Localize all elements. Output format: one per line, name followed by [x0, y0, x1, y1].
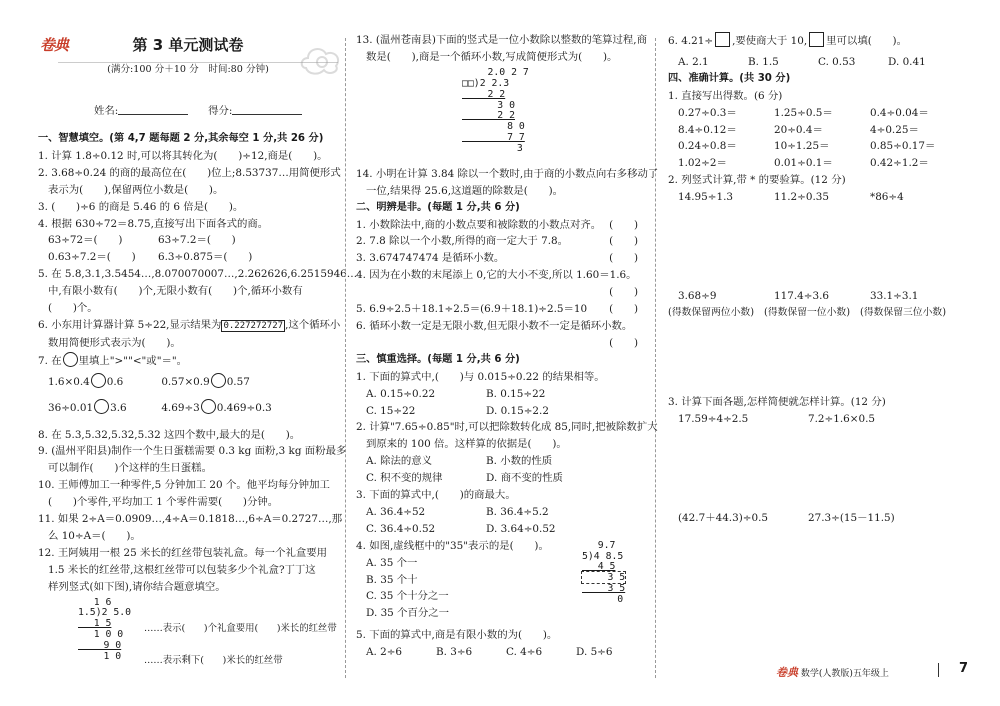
choice-option[interactable]: C. 35 个十分之一	[366, 590, 449, 603]
score-field[interactable]	[232, 103, 302, 115]
calc-row	[668, 288, 968, 305]
judge-item	[356, 267, 642, 284]
page-title: 第 3 单元测试卷	[132, 36, 244, 54]
division-line: 2.0 2 7	[462, 66, 529, 78]
question-text: 中,有限小数有( )个,无限小数有( )个,循环小数有	[48, 285, 303, 298]
calc-item: 0.24÷0.8＝	[678, 140, 737, 153]
footer-logo: 卷典	[776, 666, 798, 679]
score-label: 得分:	[208, 105, 233, 117]
calc-item: 20÷0.4＝	[774, 123, 823, 136]
question-text-part: 6. 4.21÷	[668, 35, 714, 47]
question-text: 1. 下面的算式中,( )与 0.015÷0.22 的结果相等。	[356, 370, 605, 383]
question-text-part: ,要使商大于 10,	[732, 35, 808, 47]
choice-option[interactable]: C. 0.53	[818, 55, 856, 68]
division-note: ……表示剩下( )米长的红丝带	[144, 654, 283, 666]
footer-text: 数学(人教版)五年级上	[800, 669, 889, 679]
choice-option[interactable]: B. 35 个十	[366, 573, 418, 586]
choice-row	[356, 644, 642, 661]
compare-right: 3.6	[110, 401, 127, 414]
calc-item: 0.27÷0.3＝	[678, 106, 737, 119]
choice-option[interactable]: D. 0.41	[888, 55, 926, 68]
choice-option[interactable]: B. 小数的性质	[486, 455, 553, 468]
calc-item: 17.59÷4÷2.5	[678, 412, 749, 425]
calc-note: (得数保留三位小数)	[860, 306, 947, 318]
answer-paren[interactable]: ( )	[609, 235, 638, 248]
question-text: 2. 3.68÷0.24 的商的最高位在( )位上;8.53737…用简便形式	[38, 166, 341, 179]
compare-row	[38, 373, 338, 391]
judge-item	[356, 250, 642, 267]
question-text: 数用简便形式表示为( )。	[48, 336, 181, 349]
calc-item: (42.7＋44.3)÷0.5	[678, 511, 768, 524]
calc-item: 8.4÷0.12＝	[678, 123, 737, 136]
footer-divider	[938, 663, 939, 677]
compare-item	[48, 399, 158, 417]
choice-option[interactable]: C. 积不变的规律	[366, 472, 443, 485]
choice-option[interactable]: B. 1.5	[748, 55, 779, 68]
question-text-part: 7. 在	[38, 354, 62, 367]
column-divider	[345, 38, 346, 678]
question-text: 10. 王师傅加工一种零件,5 分钟加工 20 个。他平均每分钟加工	[38, 479, 330, 492]
judge-text: 5. 6.9÷2.5＋18.1÷2.5＝(6.9＋18.1)÷2.5＝10	[356, 303, 588, 316]
exam-subtitle: (满分:100 分＋10 分 时间:80 分钟)	[107, 64, 269, 75]
sub-item: 0.63÷7.2＝( )	[48, 251, 136, 264]
question-text: 数是( ),商是一个循环小数,写成简便形式为( )。	[366, 50, 618, 63]
judge-text: 2. 7.8 除以一个小数,所得的商一定大于 7.8。	[356, 235, 569, 248]
answer-circle-icon[interactable]	[91, 373, 106, 388]
question-text: 12. 王阿姨用一根 25 米长的红丝带包装礼盒。每一个礼盒要用	[38, 546, 328, 559]
section-heading: 三、慎重选择。(每题 1 分,共 6 分)	[356, 353, 520, 365]
question-text: 表示为( ),保留两位小数是( )。	[48, 183, 224, 196]
division-line: 9.7	[582, 539, 616, 551]
compare-row	[38, 399, 338, 417]
calc-row	[668, 189, 968, 206]
judge-text: 3. 3.674747474 是循环小数。	[356, 252, 505, 265]
dashed-box: 3 5	[582, 572, 626, 584]
division-line: 3 0	[462, 99, 515, 111]
question-text: 3. 计算下面各题,怎样简便就怎样计算。(12 分)	[668, 395, 886, 408]
calc-item: *86÷4	[870, 191, 904, 204]
answer-circle-icon[interactable]	[211, 373, 226, 388]
question-text: 9. (温州平阳县)制作一个生日蛋糕需要 0.3 kg 面粉,3 kg 面粉最多	[38, 445, 347, 458]
compare-item	[161, 376, 250, 388]
calculator-display: 0.227272727	[223, 320, 284, 331]
division-line: □□)2 2.3	[462, 77, 510, 89]
choice-option[interactable]: A. 36.4÷52	[366, 505, 426, 518]
choice-option[interactable]: D. 5÷6	[576, 645, 613, 658]
choice-row	[356, 521, 642, 538]
division-line: 5)4 8.5	[582, 550, 624, 562]
compare-left: 36÷0.01	[48, 401, 94, 414]
cloud-decoration-icon	[298, 40, 344, 80]
question-text: 1. 计算 1.8÷0.12 时,可以将其转化为( )÷12,商是( )。	[38, 149, 328, 162]
answer-paren[interactable]: ( )	[609, 303, 638, 316]
long-division-figure	[582, 541, 625, 606]
question-text: 样列竖式(如下图),请你结合题意填空。	[48, 580, 226, 593]
choice-option[interactable]: A. 2÷6	[366, 645, 403, 658]
division-line: 2 2	[462, 110, 515, 122]
division-line: 2 2	[462, 88, 506, 100]
compare-left: 0.57×0.9	[161, 375, 210, 388]
choice-option[interactable]: A. 35 个一	[366, 556, 418, 569]
question-text: 3. ( )÷6 的商是 5.46 的 6 倍是( )。	[38, 200, 244, 213]
question-text-part: 里可以填( )。	[826, 35, 907, 47]
question-text: 11. 如果 2÷A＝0.0909…,4÷A＝0.1818…,6÷A＝0.2727…,那	[38, 513, 343, 526]
blank-box[interactable]	[809, 32, 824, 47]
calc-row	[668, 122, 968, 139]
choice-row	[356, 470, 642, 487]
column-divider	[655, 38, 656, 678]
long-division-13	[462, 68, 642, 160]
calc-item: 4÷0.25＝	[870, 123, 919, 136]
question-text: 1. 直接写出得数。(6 分)	[668, 89, 783, 102]
division-line: 7 7	[462, 132, 525, 144]
calc-row	[668, 138, 968, 155]
choice-option[interactable]: C. 15÷22	[366, 404, 416, 417]
division-line: 1 5	[78, 618, 112, 630]
calc-row	[668, 411, 968, 428]
blank-box[interactable]	[715, 32, 730, 47]
calc-note: (得数保留一位小数)	[764, 306, 851, 318]
question-text: 4. 如图,虚线框中的"35"表示的是( )。	[356, 539, 549, 552]
section-heading: 四、准确计算。(共 30 分)	[668, 72, 791, 84]
calc-item: 11.2÷0.35	[774, 191, 829, 204]
judge-item	[356, 284, 642, 301]
compare-right: 0.6	[106, 375, 124, 388]
choice-option[interactable]: B. 36.4÷5.2	[486, 505, 549, 518]
division-line: 1.5)2 5.0	[78, 607, 132, 619]
choice-option[interactable]: A. 0.15÷0.22	[366, 387, 436, 400]
question-text: ( )个。	[48, 302, 98, 315]
calc-row	[668, 105, 968, 122]
choice-row	[668, 54, 968, 71]
choice-option[interactable]: D. 3.64÷0.52	[486, 522, 556, 535]
page-number: 7	[958, 661, 968, 676]
column-right	[668, 32, 968, 527]
calc-item: 0.42÷1.2＝	[870, 157, 929, 170]
answer-paren[interactable]: ( )	[609, 336, 638, 349]
answer-paren[interactable]: ( )	[609, 286, 638, 299]
answer-paren[interactable]: ( )	[609, 252, 638, 265]
division-line: 3 5	[582, 583, 626, 595]
sub-item: 63÷7.2＝( )	[158, 234, 236, 247]
calc-notes	[668, 305, 968, 322]
question-text: 5. 在 5.8,3.1,3.5454…,8.070070007…,2.262626,6.2515946…	[38, 268, 358, 281]
calc-item: 0.01÷0.1＝	[774, 157, 833, 170]
compare-item	[48, 373, 158, 391]
judge-text: 6. 循环小数一定是无限小数,但无限小数不一定是循环小数。	[356, 319, 633, 332]
question-text: 到原来的 100 倍。这样算的依据是( )。	[366, 438, 567, 451]
question-text: 3. 下面的算式中,( )的商最大。	[356, 489, 516, 502]
division-steps	[78, 598, 131, 663]
division-note: ……表示( )个礼盒要用( )米长的红丝带	[144, 622, 337, 634]
answer-circle-icon[interactable]	[201, 399, 216, 414]
name-label: 姓名:	[94, 105, 119, 117]
question-text: 1.5 米长的红丝带,这根红丝带可以包装多少个礼盒?丁丁这	[48, 563, 316, 576]
title-block	[38, 32, 338, 94]
sub-items	[38, 249, 338, 266]
work-space[interactable]	[668, 322, 968, 394]
section-heading: 一、智慧填空。(第 4,7 题每题 2 分,其余每空 1 分,共 26 分)	[38, 133, 324, 144]
question-text-part: ,这个循环小	[285, 318, 341, 331]
choice-option[interactable]: A. 除法的意义	[366, 455, 433, 468]
question-text	[668, 32, 968, 50]
judge-item	[356, 233, 642, 250]
answer-paren[interactable]: ( )	[609, 218, 638, 231]
judge-item	[356, 335, 642, 352]
question-text: 4. 根据 630÷72＝8.75,直接写出下面各式的商。	[38, 217, 269, 230]
sub-items	[38, 232, 338, 249]
question-text: 13. (温州苍南县)下面的竖式是一位小数除以整数的笔算过程,商	[356, 34, 648, 46]
sub-item: 63÷72＝( )	[48, 234, 123, 247]
brand-logo: 卷典	[40, 36, 69, 54]
calc-note: (得数保留两位小数)	[668, 306, 755, 318]
choice-row	[356, 453, 642, 470]
question-text: 2. 计算"7.65÷0.85"时,可以把除数转化成 85,同时,把被除数扩大	[356, 421, 658, 434]
sub-item: 6.3÷0.875＝( )	[158, 251, 253, 264]
choice-option[interactable]: C. 4÷6	[506, 645, 543, 658]
choice-row	[356, 504, 642, 521]
choice-option[interactable]: A. 2.1	[678, 55, 709, 68]
calc-item: 14.95÷1.3	[678, 191, 733, 204]
division-line: 1 6	[78, 596, 112, 608]
name-field[interactable]	[118, 103, 188, 115]
work-space[interactable]	[668, 206, 968, 288]
calc-item: 117.4÷3.6	[774, 290, 829, 303]
choice-option[interactable]: D. 商不变的性质	[486, 472, 563, 485]
calc-item: 27.3÷(15－11.5)	[808, 511, 895, 524]
division-line: 9 0	[78, 640, 122, 652]
question-text: 么 10÷A＝( )。	[48, 529, 141, 542]
calc-item: 3.68÷9	[678, 290, 717, 303]
choice-option[interactable]: D. 0.15÷2.2	[486, 404, 549, 417]
question-text: 一位,结果得 25.6,这道题的除数是( )。	[366, 184, 564, 197]
question-text	[38, 352, 338, 370]
question-text: 14. 小明在计算 3.84 除以一个数时,由于商的小数点向右多移动了	[356, 167, 659, 180]
division-line: 1 0 0	[78, 629, 124, 641]
judge-item	[356, 318, 642, 335]
question-text-part: 里填上">""<"或"＝"。	[78, 354, 188, 367]
compare-left: 4.69÷3	[161, 401, 200, 414]
division-line: 0	[582, 594, 624, 606]
division-line: 1 0	[78, 651, 122, 663]
judge-text: 4. 因为在小数的末尾添上 0,它的大小不变,所以 1.60＝1.6。	[356, 269, 637, 282]
calc-item: 33.1÷3.1	[870, 290, 919, 303]
calc-item: 1.25÷0.5＝	[774, 106, 833, 119]
choice-row	[356, 386, 642, 403]
compare-right: 0.469÷0.3	[216, 401, 272, 414]
answer-circle-icon[interactable]	[94, 399, 109, 414]
division-line: 8 0	[462, 121, 525, 133]
choice-option[interactable]: B. 0.15÷22	[486, 387, 546, 400]
compare-item	[161, 402, 271, 414]
question-text	[38, 317, 341, 335]
calc-row	[668, 155, 968, 172]
choice-row	[356, 403, 642, 420]
footer	[776, 664, 889, 680]
judge-text: 1. 小数除法中,商的小数点要和被除数的小数点对齐。	[356, 218, 602, 231]
question-text-part: 6. 小东用计算器计算 5÷22,显示结果为	[38, 318, 222, 331]
calc-item: 10÷1.25＝	[774, 140, 830, 153]
calc-item: 7.2÷1.6×0.5	[808, 412, 875, 425]
question-text: 2. 列竖式计算,带 * 的要验算。(12 分)	[668, 174, 846, 187]
work-space[interactable]	[668, 428, 968, 510]
calc-item: 0.85÷0.17＝	[870, 140, 936, 153]
section-heading: 二、明辨是非。(每题 1 分,共 6 分)	[356, 201, 520, 213]
column-left	[38, 32, 358, 666]
choice-option[interactable]: D. 35 个百分之一	[366, 607, 450, 620]
choice-option[interactable]: C. 36.4÷0.52	[366, 522, 436, 535]
question-text: ( )个零件,平均加工 1 个零件需要( )分钟。	[48, 496, 279, 509]
answer-circle-icon[interactable]	[63, 352, 78, 367]
judge-item	[356, 301, 642, 318]
compare-left: 1.6×0.4	[48, 375, 90, 388]
division-line: 4 5	[582, 561, 616, 573]
long-division-12	[38, 596, 338, 666]
calc-item: 1.02÷2＝	[678, 157, 727, 170]
compare-right: 0.57	[226, 375, 250, 388]
choice-option[interactable]: B. 3÷6	[436, 645, 473, 658]
division-line: 3	[462, 143, 523, 155]
question-text: 可以制作( )个这样的生日蛋糕。	[48, 462, 212, 475]
calc-row	[668, 510, 968, 527]
question-text: 8. 在 5.3,5.32,5.32,5.32 这四个数中,最大的是( )。	[38, 428, 301, 441]
column-middle	[356, 32, 659, 660]
calc-item: 0.4÷0.04＝	[870, 106, 929, 119]
judge-item	[356, 217, 642, 234]
title-rule	[58, 62, 338, 63]
name-score-line	[94, 102, 338, 117]
question-text: 5. 下面的算式中,商是有限小数的为( )。	[356, 628, 558, 641]
